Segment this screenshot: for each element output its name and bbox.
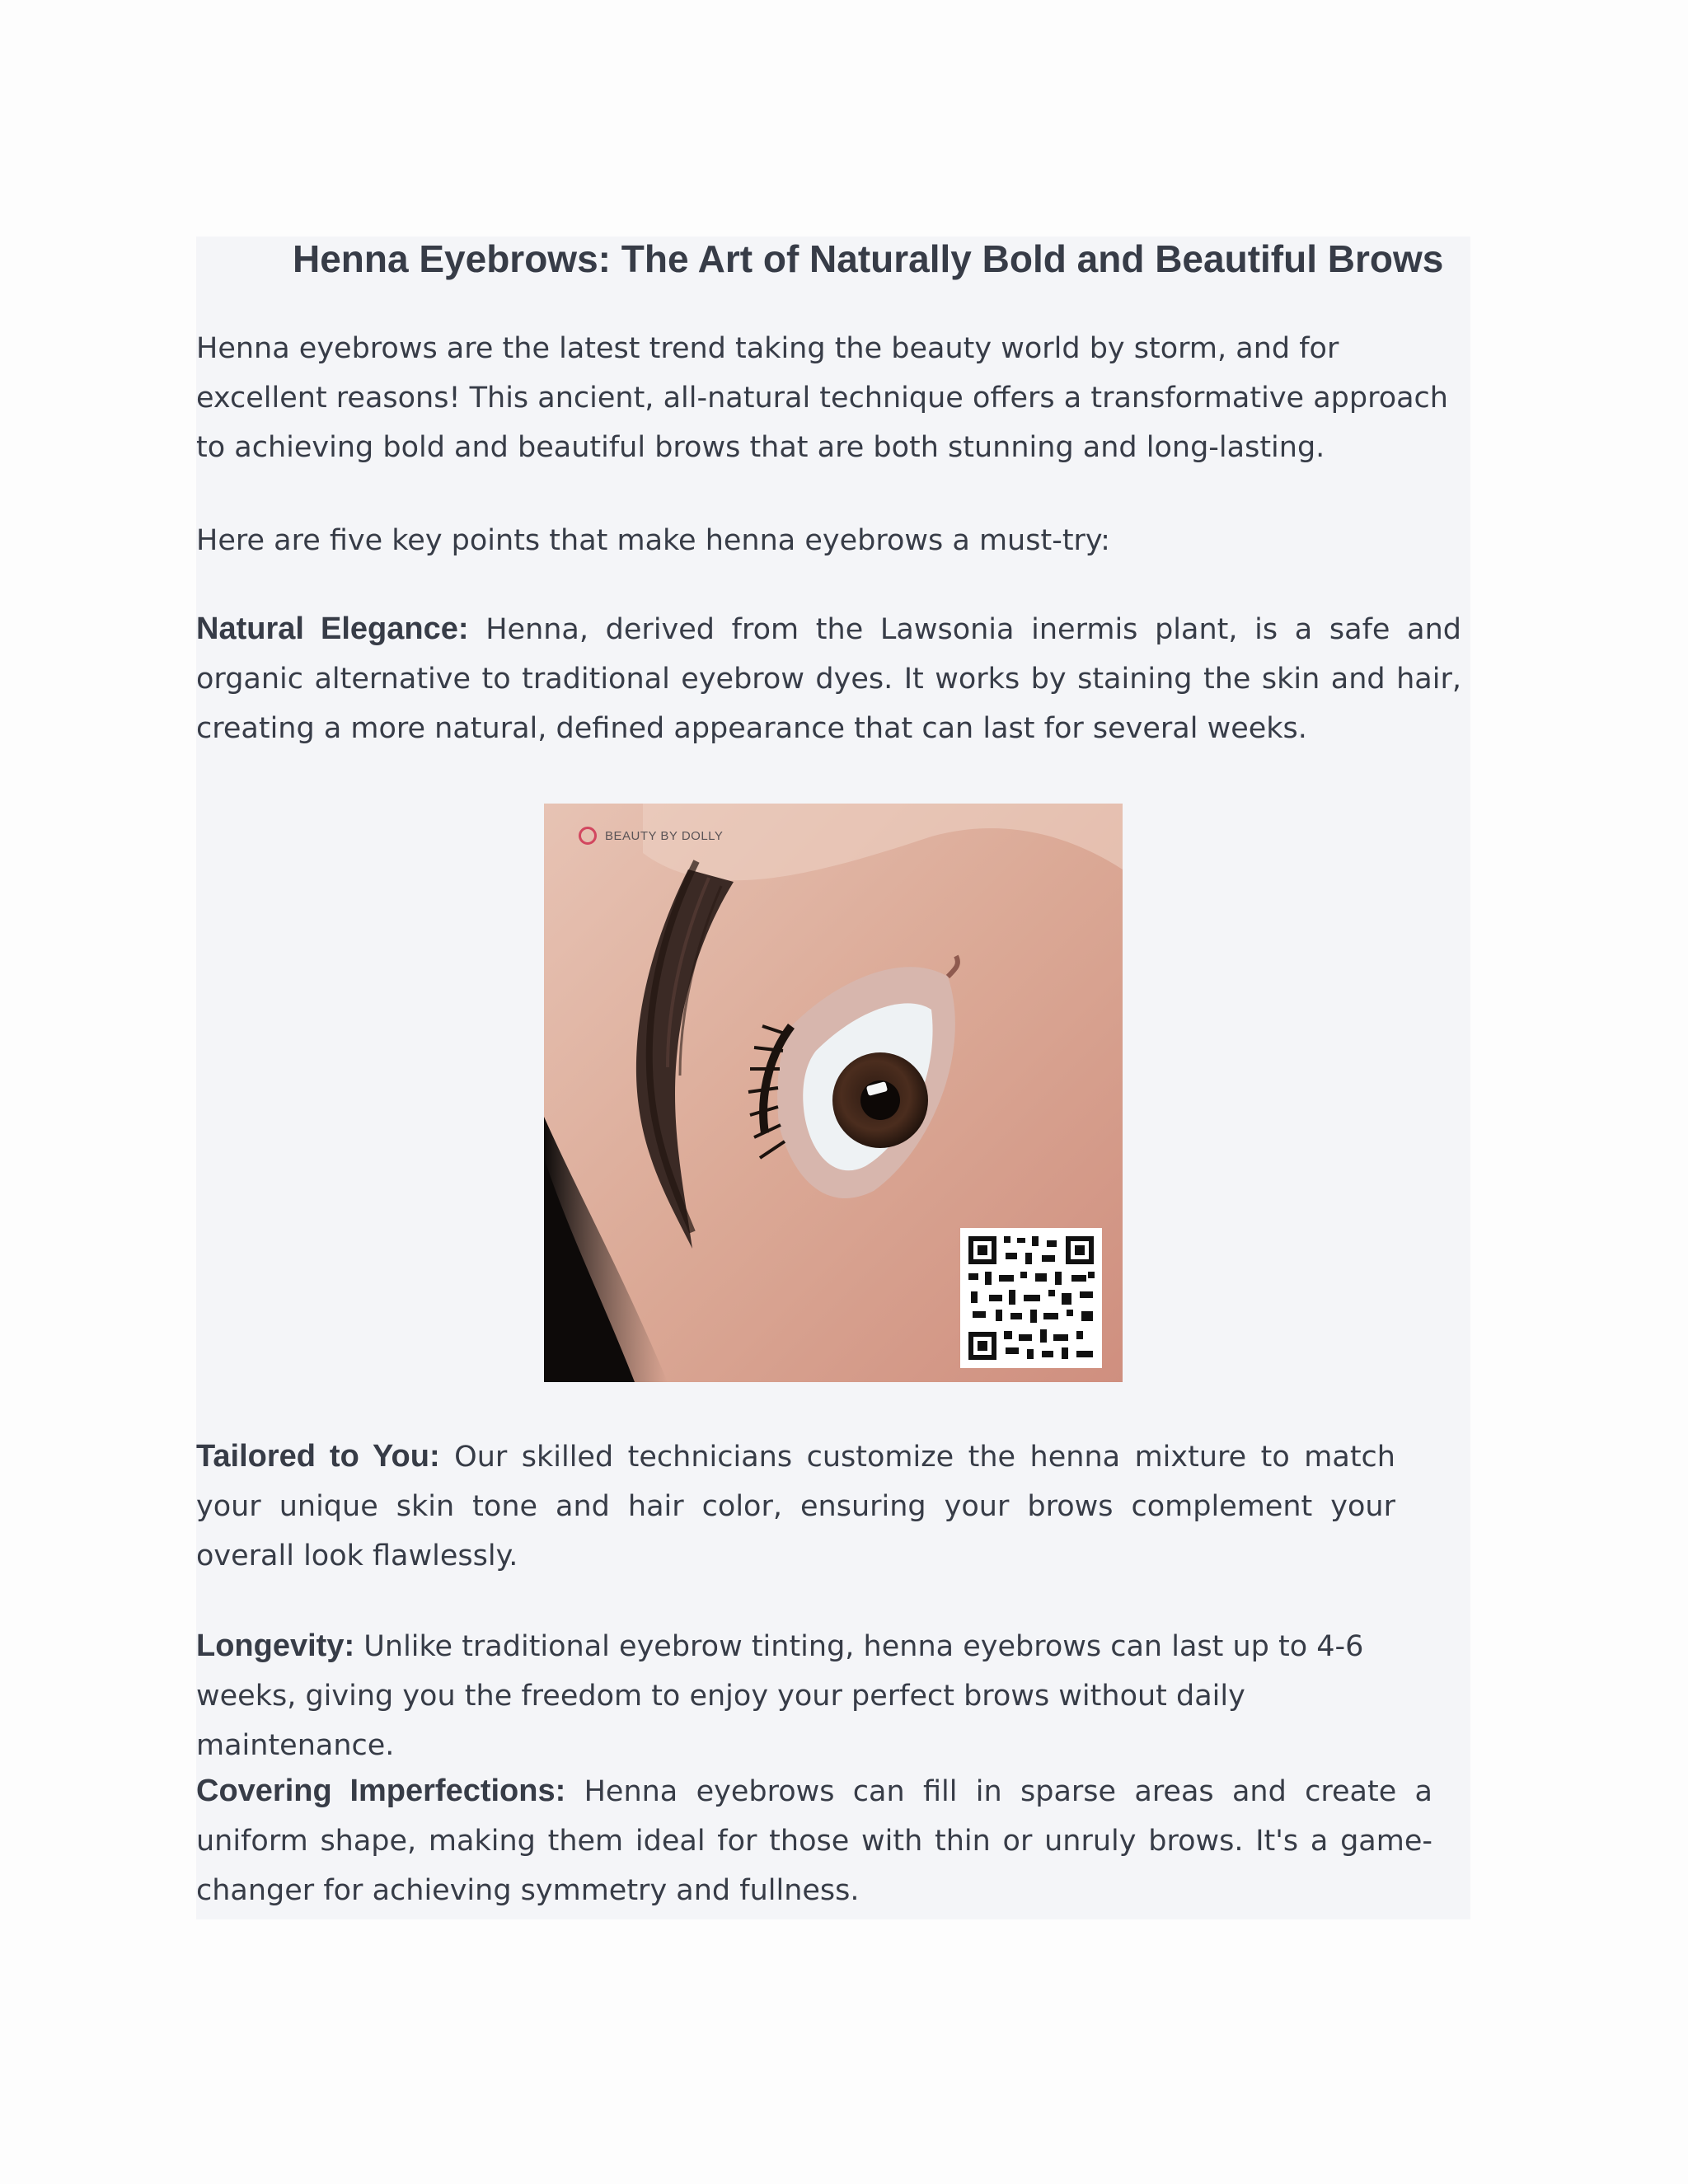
point-tailored-to-you xyxy=(196,1432,1395,1581)
brand-logo-icon xyxy=(579,827,597,845)
list-intro-paragraph: Here are five key points that make henna eyebrows a must-try: xyxy=(196,524,1110,557)
point-text: Henna, derived from the Lawsonia inermis plant, is a safe and organic alternative to traditional eyebrow dyes. It works by staining the skin and hair, creating a more natural, defined appearance that can last for several weeks. xyxy=(196,613,1461,745)
brand-logo-text: BEAUTY BY DOLLY xyxy=(605,828,724,843)
eye-brow-photo-illustration xyxy=(544,804,1123,1382)
article-title: Henna Eyebrows: The Art of Naturally Bold and Beautiful Brows xyxy=(293,237,1444,280)
point-text: Unlike traditional eyebrow tinting, henna eyebrows can last up to 4-6 weeks, giving you the freedom to enjoy your perfect brows without daily maintenance. xyxy=(196,1630,1364,1762)
intro-paragraph: Henna eyebrows are the latest trend taking the beauty world by storm, and for excellent reasons! This ancient, all-natural technique offers a transformative approach to achieving bold and beautiful brows that are both stunning and long-lasting. xyxy=(196,332,1448,464)
point-heading: Covering Imperfections: xyxy=(196,1774,566,1808)
photo-brand-logo xyxy=(579,825,723,846)
henna-brow-photo xyxy=(544,804,1123,1382)
point-heading: Natural Elegance: xyxy=(196,612,469,646)
qr-code-graphic xyxy=(960,1228,1102,1368)
point-longevity xyxy=(196,1621,1449,1770)
point-heading: Longevity: xyxy=(196,1629,355,1663)
point-heading: Tailored to You: xyxy=(196,1439,440,1474)
point-text: Our skilled technicians customize the henna mixture to match your unique skin tone and hair color, ensuring your brows complement your overall look flawlessly. xyxy=(196,1441,1395,1572)
point-natural-elegance xyxy=(196,604,1461,753)
point-text: Henna eyebrows can fill in sparse areas and create a uniform shape, making them ideal for those with thin or unruly brows. It's a game-changer for achieving symmetry and fullness. xyxy=(196,1775,1432,1907)
point-covering-imperfections xyxy=(196,1766,1432,1915)
